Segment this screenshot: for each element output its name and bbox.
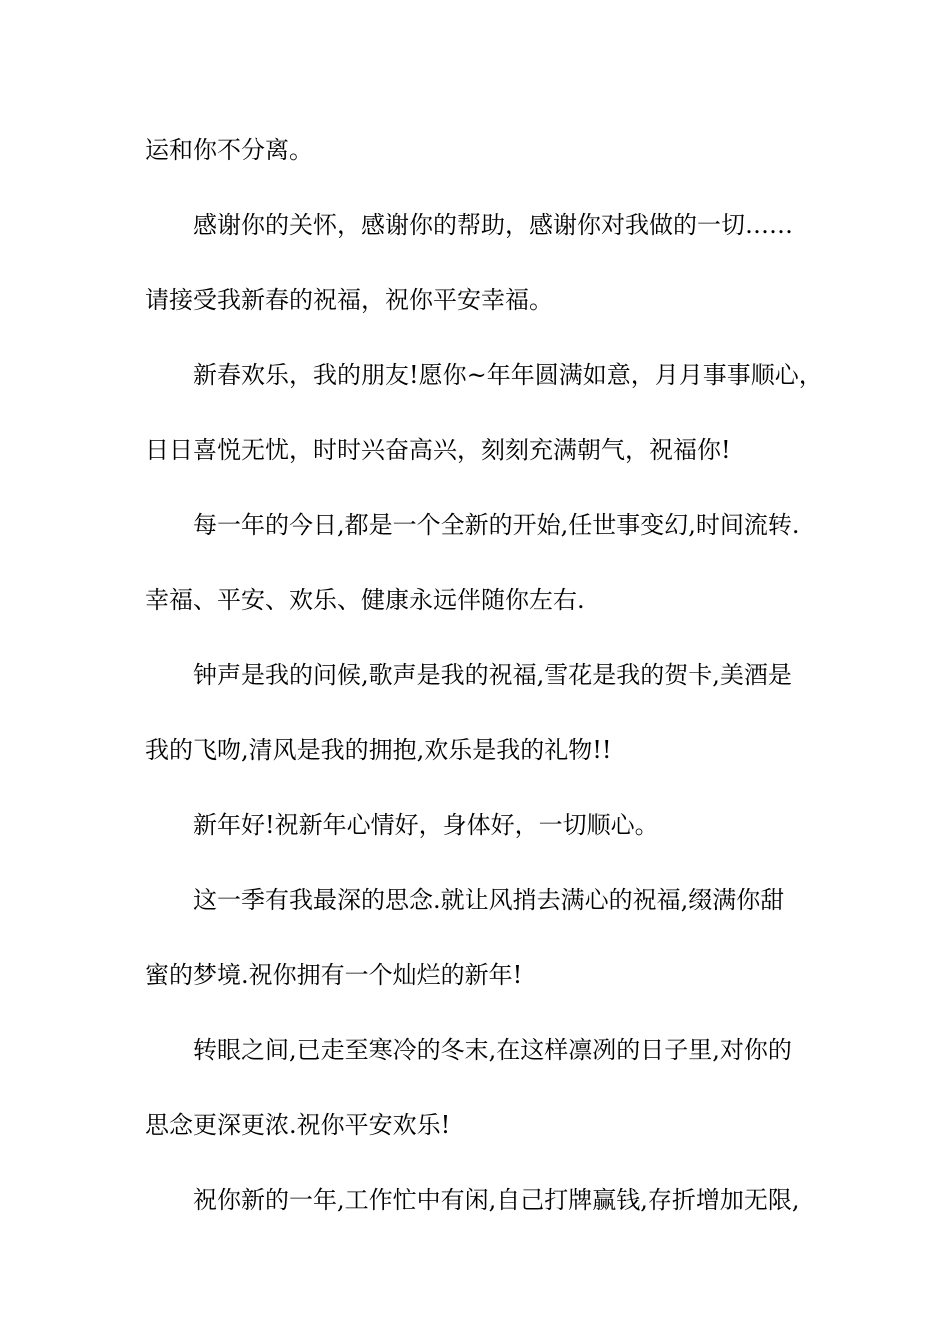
text-line: 幸福、平安、欢乐、健康永远伴随你左右. (145, 586, 585, 614)
paragraph-start-line: 转眼之间,已走至寒冷的冬末,在这样凛冽的日子里,对你的 (193, 1036, 792, 1064)
text-line: 日日喜悦无忧，时时兴奋高兴，刻刻充满朝气，祝福你! (145, 436, 731, 464)
text-line: 运和你不分离。 (145, 136, 313, 164)
paragraph-start-line: 感谢你的关怀，感谢你的帮助，感谢你对我做的一切…… (193, 211, 793, 239)
paragraph-start-line: 这一季有我最深的思念.就让风捎去满心的祝福,缀满你甜 (193, 886, 785, 914)
text-line: 我的飞吻,清风是我的拥抱,欢乐是我的礼物!! (145, 736, 612, 764)
text-line: 蜜的梦境.祝你拥有一个灿烂的新年! (145, 961, 523, 989)
text-line: 请接受我新春的祝福，祝你平安幸福。 (145, 286, 553, 314)
paragraph-start-line: 祝你新的一年,工作忙中有闲,自己打牌赢钱,存折增加无限, (193, 1186, 800, 1214)
paragraph-start-line: 新春欢乐，我的朋友!愿你~年年圆满如意，月月事事顺心， (193, 361, 823, 389)
paragraph-start-line: 新年好!祝新年心情好，身体好，一切顺心。 (193, 811, 659, 839)
text-line: 思念更深更浓.祝你平安欢乐! (145, 1111, 451, 1139)
paragraph-start-line: 每一年的今日,都是一个全新的开始,任世事变幻,时间流转. (193, 511, 800, 539)
paragraph-start-line: 钟声是我的问候,歌声是我的祝福,雪花是我的贺卡,美酒是 (193, 661, 792, 689)
